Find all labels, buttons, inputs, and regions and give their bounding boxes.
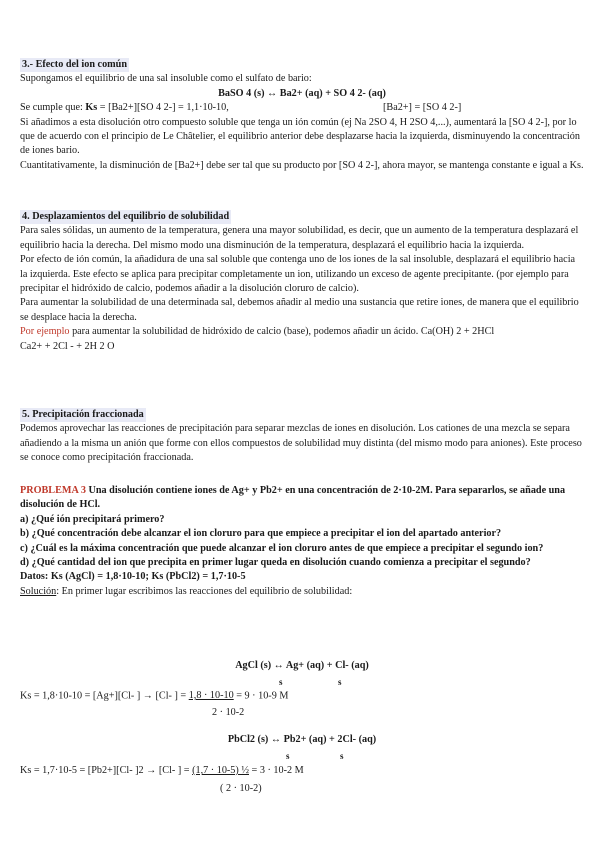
pbcl2-calc-left: Ks = 1,7·10-5 = [Pb2+][Cl- ]2 → [Cl- ] = (20, 765, 193, 776)
agcl-result: = 9 · 10-9 M (236, 690, 289, 702)
question-d: d) ¿Qué cantidad del ion que precipita en primer lugar queda en disolución cuando comienza a precipitar el segundo? (20, 557, 531, 569)
section-5 (20, 408, 584, 466)
agcl-numerator: 1,8 · 10-10 (188, 690, 234, 701)
question-c: c) ¿Cuál es la máxima concentración que puede alcanzar el ion cloruro antes de que empiece a precipitar el segundo ion? (20, 542, 544, 554)
pbcl2-equation: PbCl2 (s) ↔ Pb2+ (aq) + 2Cl- (aq) (227, 734, 377, 745)
agcl-calculation (20, 689, 584, 704)
section-3-intro: Supongamos el equilibrio de una sal insoluble como el sulfato de bario: (20, 73, 312, 85)
pbcl2-numerator: (1,7 · 10-5) ½ (192, 765, 249, 776)
ks-equality: [Ba2+] = [SO 4 2-] (383, 102, 462, 114)
solution-text: : En primer lugar escribimos las reacciones del equilibrio de solubilidad: (56, 585, 353, 597)
ks-expression: = [Ba2+][SO 4 2-] = 1,1·10-10, (97, 102, 229, 114)
section-4-paragraph-4 (20, 325, 584, 339)
agcl-calc-left: Ks = 1,8·10-10 = [Ag+][Cl- ] → [Cl- ] = (20, 690, 189, 702)
agcl-fraction (189, 689, 234, 703)
question-a: a) ¿Qué ión precipitará primero? (20, 513, 165, 525)
problem-text: Una disolución contiene iones de Ag+ y Pb2+ en una concentración de 2·10-2M. Para separarlos, se añade una disolución de HCl. (20, 485, 566, 511)
section-4-reaction-products: Ca2+ + 2Cl - + 2H 2 O (20, 340, 115, 352)
given-data: Datos: Ks (AgCl) = 1,8·10-10; Ks (PbCl2) = 1,7·10-5 (20, 571, 246, 583)
pbcl2-s-2: s (340, 751, 344, 761)
problem-3 (20, 484, 584, 599)
section-4-title: 4. Desplazamientos del equilibrio de solubilidad (20, 210, 231, 224)
problem-statement (20, 484, 584, 513)
section-3-paragraph-2: Cuantitativamente, la disminución de [Ba2+] debe ser tal que su producto por [SO 4 2-], ahora mayor, se mantenga constante e igual a Ks. (20, 159, 584, 171)
solution-label: Solución (20, 585, 57, 597)
section-5-paragraph: Podemos aprovechar las reacciones de precipitación para separar mezclas de iones en disolución. Los cationes de una mezcla se separa añadiendo a la misma un anión que forme con ellos compuestos de solubilidad muy distinta (del mismo modo para aniones). Este proceso se conoce como precipitación fraccionada. (20, 423, 582, 464)
agcl-denominator: 2 · 10-2 (212, 707, 245, 718)
section-4 (20, 210, 584, 354)
problem-label: PROBLEMA 3 (20, 485, 86, 496)
example-text: para aumentar la solubilidad de hidróxido de calcio (base), podemos añadir un ácido. Ca(OH) 2 + 2HCl (69, 326, 495, 338)
section-4-paragraph-3: Para aumentar la solubilidad de una determinada sal, debemos añadir al medio una sustancia que retire iones, de manera que el equilibrio se desplace hacia la derecha. (20, 297, 579, 323)
pbcl2-denominator: ( 2 · 10-2) (220, 783, 262, 794)
ks-prefix: Se cumple que: (20, 102, 86, 114)
section-3-equation: BaSO 4 (s) ↔ Ba2+ (aq) + SO 4 2- (aq) (218, 87, 386, 99)
agcl-equation: AgCl (s) ↔ Ag+ (aq) + Cl- (aq) (235, 660, 369, 671)
question-b: b) ¿Qué concentración debe alcanzar el ion cloruro para que empiece a precipitar el ion del apartado anterior? (20, 528, 502, 540)
agcl-s-1: s (279, 677, 283, 687)
section-3-ks-line (20, 101, 584, 115)
section-4-paragraph-1: Para sales sólidas, un aumento de la temperatura, genera una mayor solubilidad, es decir, que un aumento de la temperatura desplazará el equilibrio hacia la derecha. Del mismo modo una disminución de la temperatura, desplazará el equilibrio hacia la izquierda. (20, 225, 579, 251)
section-5-title: 5. Precipitación fraccionada (20, 408, 146, 422)
section-4-paragraph-2: Por efecto de ión común, la añadidura de una sal soluble que contenga uno de los iones de la sal insoluble, desplazará el equilibrio hacia la izquierda. Este efecto se aplica para precipitar completamente un ion, utilizando un exceso de agente precipitante. (por ejemplo para precipitar el hidróxido de calcio, podemos añadir a la disolución cloruro de calcio). (20, 254, 576, 295)
agcl-s-2: s (338, 677, 342, 687)
section-3 (20, 58, 584, 173)
section-3-paragraph-1: Si añadimos a esta disolución otro compuesto soluble que tenga un ión común (ej Na 2SO 4, H 2SO 4,...), aumentará la [SO 4 2-], por lo que de acuerdo con el principio de Le Châtelier, el equilibrio anterior debe desplazarse hacia la izquierda, disminuyendo la concentración de iones bario. (20, 116, 580, 157)
example-highlight: Por ejemplo (20, 326, 70, 338)
pbcl2-result: = 3 · 10-2 M (251, 765, 304, 776)
section-3-title: 3.- Efecto del ion común (20, 58, 129, 72)
pbcl2-calculation (20, 764, 584, 778)
solution-intro (20, 585, 584, 599)
ks-label: Ks (85, 102, 98, 114)
pbcl2-s-1: s (286, 751, 290, 761)
